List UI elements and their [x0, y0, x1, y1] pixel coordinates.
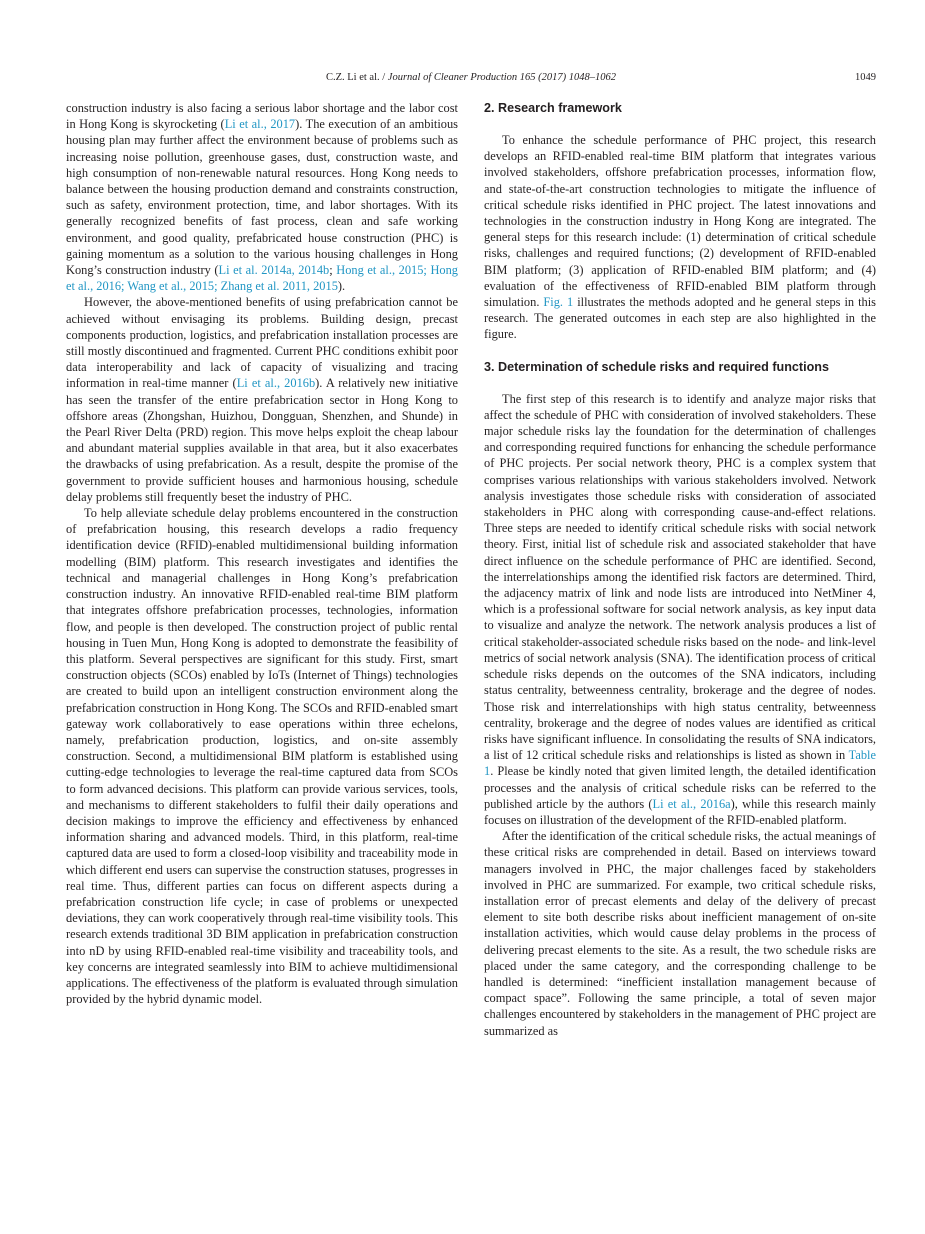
paragraph: construction industry is also facing a serious labor shortage and the labor cost in Hong Kong is skyrocketing (Li et al., 2017). The execution of an ambitious housing plan may further affect the environment because of problems such as increasing noise pollution, greenhouse gases, dust, construction waste, and high consumption of non-renewable natural resources. Hong Kong needs to balance between the housing production demand and constraints construction, such as safety, environment protection, time, and labor shortages. With its generally recognized benefits of fast process, clean and safe working environment, and good quality, prefabricated house construction (PHC) is gaining momentum as a solution to the various housing challenges in Hong Kong’s construction industry (Li et al. 2014a, 2014b; Hong et al., 2015; Hong et al., 2016; Wang et al., 2015; Zhang et al. 2011, 2015).	[66, 101, 459, 294]
paragraph: To help alleviate schedule delay problems encountered in the construction of prefabrication housing, this research develops a radio frequency identification device (RFID)-enabled multidimensional building information modelling (BIM) platform. This research investigates and identifies the technical and managerial challenges in Hong Kong’s prefabrication construction industry. An innovative RFID-enabled real-time BIM platform that integrates offshore prefabrication processes, technologies, information flow, and people is then developed. The construction project of public rental housing in Tuen Mun, Hong Kong is adopted to demonstrate the feasibility of this platform. Several perspectives are significant for this study. First, smart construction objects (SCOs) enabled by IoTs (Internet of Things) technologies are created to build upon an intelligent construction environment along the prefabrication construction in Hong Kong. The SCOs and RFID-enabled smart gateway work collaboratively to ease operations within three echelons, namely, prefabrication production, logistics, and on-site assembly construction. Second, a multidimensional BIM platform is established using cutting-edge technologies to leverage the real-time captured data from SCOs to form advanced decisions. This platform can provide various services, tools, and mechanisms to different stakeholders to fulfil their daily operations and decision makings to improve the efficiency and effectiveness by enhanced information sharing and advanced models. Third, in this platform, real-time captured data are used to form a closed-loop visibility and traceability mode in which different end users can supervise the construction statuses, progresses in real time. Thus, different parties can focus on different aspects during a prefabrication construction life cycle; in case of problems or unexpected deviations, they can work cooperatively through real-time visibility tools. This research extends traditional 3D BIM application in prefabrication construction into nD by using RFID-enabled real-time visibility and traceability tools, and key concerns are integrated seamlessly into BIM to achieve multidimensional applications. The effectiveness of the platform is evaluated through simulation provided by the hybrid dynamic model.	[66, 506, 458, 1007]
page-number: 1049	[855, 72, 876, 83]
citation-link[interactable]: Li et al. 2014a, 2014b	[218, 263, 330, 278]
paragraph: After the identification of the critical schedule risks, the actual meanings of these critical risks are comprehended in detail. Based on interviews toward managers involved in PHC, the major challenges faced by stakeholders involved in PHC are summarized. For example, two critical schedule risks, installation error of precast elements and delay of the delivery of precast element to site both describe risks about inefficient management of on-site installation activities, which would cause delay problems in the process of delivering precast elements to the site. As a result, the two schedule risks are placed under the same category, and the corresponding challenge to be handled is determined: “inefficient installation management because of compact space”. Following the same principle, a total of seven major challenges encountered by stakeholders in the management of PHC project are summarized as	[484, 829, 876, 1038]
left-column	[66, 100, 458, 1007]
right-column	[484, 100, 876, 1039]
citation-link[interactable]: Hong et al., 2015; Hong et al., 2016; Wang et al., 2015; Zhang et al. 2011, 2015	[66, 263, 458, 294]
table-link[interactable]: Table 1	[484, 748, 876, 779]
paragraph: However, the above-mentioned benefits of using prefabrication cannot be achieved without envisaging its problems. Building design, precast components production, logistics, and prefabrication installation processes are still mostly discontinued and fragmented. Current PHC conditions exhibit poor data interoperability and lack of capacity of visualizing and tracing information in real-time manner (Li et al., 2016b). A relatively new initiative has seen the transfer of the entire prefabrication sector in Hong Kong to offshore areas (Zhongshan, Huizhou, Dongguan, Shenzhen, and Shunde) in the Pearl River Delta (PRD) region. This move helps exploit the cheap labour and abundant material supplies available in that area, but it also exacerbates the drawbacks of using prefabrication. As a result, despite the promise of the government to provide sufficient houses and harmonious housing, schedule delay problems still frequently beset the industry of PHC.	[66, 295, 458, 504]
journal-citation	[66, 72, 876, 83]
section-heading: 2. Research framework	[484, 101, 622, 115]
citation-link[interactable]: Li et al., 2016b	[236, 376, 316, 391]
section-heading: 3. Determination of schedule risks and required functions	[484, 359, 829, 374]
figure-link[interactable]: Fig. 1	[543, 295, 574, 310]
citation-link[interactable]: Li et al., 2017	[224, 117, 296, 132]
paragraph: The first step of this research is to identify and analyze major risks that affect the schedule of PHC with consideration of involved stakeholders. These major schedule risks lay the foundation for the determination of challenges and corresponding required functions for enhancing the schedule performance of PHC projects. Per social network theory, PHC is a complex system that comprises various relationships with various stakeholders involved. Network analysis investigates those schedule risks with consideration of associated stakeholders in PHC along with corresponding cause-and-effect relations. Three steps are needed to identify critical schedule risks with social network theory. First, initial list of schedule risk and associated stakeholder that have direct influence on the schedule performance of PHC are identified. Second, the interrelationships among the identified risk factors are determined. Third, the adjacency matrix of link and node lists are introduced into NetMiner 4, which is a professional software for social network analysis, as key input data to visualize and analyze the network. The network analysis produces a list of critical stakeholder-associated schedule risks based on the node- and link-level metrics of social network analysis (SNA). The identification process of critical schedule risks depends on the outcomes of the SNA indicators, including status centrality, betweenness centrality, brokerage and the degree of nodes. Those risk and interrelationships with high status centrality, betweenness centrality, brokerage and the degree of nodes values are identified as critical risks have significant influence. In consolidating the results of SNA indicators, a list of 12 critical schedule risks and relationships is listed as shown in Table 1. Please be kindly noted that given limited length, the detailed identification processes and the analysis of critical schedule risks can be referred to the published article by the authors (Li et al., 2016a), while this research mainly focuses on illustration of the development of the RFID-enabled platform.	[484, 391, 876, 827]
paragraph: To enhance the schedule performance of PHC project, this research develops an RFID-enabled real-time BIM platform that integrates various involved stakeholders, offshore prefabrication processes, information flow, and state-of-the-art construction technologies to mitigate the influence of critical schedule risks identified in PHC project. The latest innovations and technologies in the construction industry in Hong Kong are integrated. The general steps for this research include: (1) determination of critical schedule risks, challenges and required functions; (2) development of RFID-enabled BIM platform; (3) application of RFID-enabled BIM platform; and (4) evaluation of the effectiveness of RFID-enabled BIM platform through simulation. Fig. 1 illustrates the methods adopted and he general steps in this research. The generated outcomes in each step are also highlighted in the figure.	[484, 133, 876, 342]
header-journal: Journal of Cleaner Production 165 (2017) 1048–1062	[387, 72, 617, 83]
citation-link[interactable]: Li et al., 2016a	[652, 796, 731, 811]
running-header	[66, 72, 876, 88]
header-authors: C.Z. Li et al. /	[325, 72, 388, 83]
